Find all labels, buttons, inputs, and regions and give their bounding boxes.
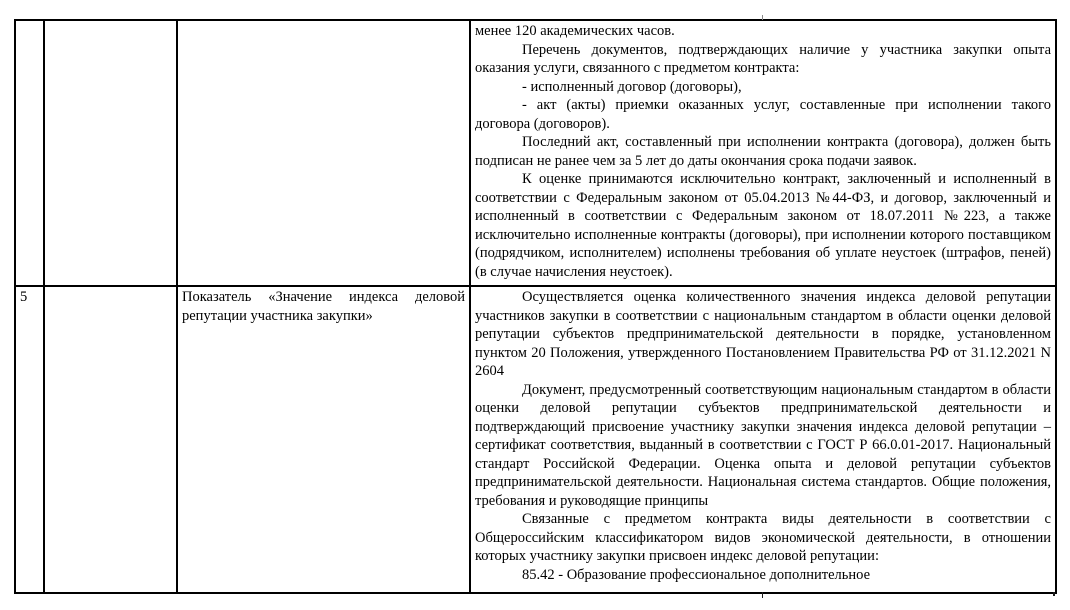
table-row-5 [15,286,1056,593]
criterion-name-cell [177,20,470,286]
criteria-table [14,19,1057,594]
description-paragraph: - исполненный договор (договоры), [522,78,742,95]
criterion-name-text: Показатель «Значение индекса деловой репутации участника закупки» [182,289,465,324]
criterion-description-cell [470,20,1056,286]
criterion-description-cell [470,286,1056,593]
row-number-cell: 5 [15,286,44,593]
table-row-continuation [15,20,1056,286]
description-paragraph: менее 120 академических часов. [475,23,675,39]
description-paragraph: Документ, предусмотренный соответствующим национальным стандартом в области оценки деловой репутации субъектов предпринимательской деятельности и подтверждающий присвоение участнику закупки значения индекса деловой репутации – сертификат соответствия, выданный в соответствии с ГОСТ Р 66.0.01-2017. Национальный стандарт Российской Федерации. Оценка опыта и деловой репутации субъектов предпринимательской деятельности. Национальная система стандартов. Общие положения, требования и руководящие принципы [475,381,1051,509]
description-paragraph: Связанные с предметом контракта виды деятельности в соответствии с Общероссийским классификатором видов экономической деятельности, в отношении которых участнику закупки присвоен индекс деловой репутации: [475,511,1051,564]
description-paragraph: 85.42 - Образование профессиональное дополнительное [522,566,870,583]
table-right-border-stub [1053,592,1055,596]
criterion-group-cell [44,20,177,286]
description-paragraph: К оценке принимаются исключительно контракт, заключенный и исполненный в соответствии с Федеральным законом от 05.04.2013 №44-ФЗ, и договор, заключенный и исполненный в соответствии с Федеральным законом от 18.07.2011 №223, а также исключительно исполненные контракты (договоры), при исполнении которого поставщиком (подрядчиком, исполнителем) исполнены требования об уплате неустоек (штрафов, пеней) (в случае начисления неустоек). [475,171,1051,280]
row-number-cell [15,20,44,286]
description-paragraph: - акт (акты) приемки оказанных услуг, составленные при исполнении такого договора (договоров). [475,97,1051,132]
description-paragraph: Последний акт, составленный при исполнении контракта (договора), должен быть подписан не ранее чем за 5 лет до даты окончания срока подачи заявок. [475,134,1051,169]
cutoff-row-border-stub-bottom [762,592,763,598]
description-paragraph: Осуществляется оценка количественного значения индекса деловой репутации участников закупки в соответствии с национальным стандартом в области оценки деловой репутации субъектов предпринимательской деятельности в порядке, установленном пунктом 20 Положения, утвержденного Постановлением Правительства РФ от 31.12.2021 N 2604 [475,289,1051,379]
cutoff-row-border-stub-top [762,15,763,20]
criterion-group-cell [44,286,177,593]
description-paragraph: Перечень документов, подтверждающих наличие у участника закупки опыта оказания услуги, связанного с предметом контракта: [475,41,1051,76]
criterion-name-cell [177,286,470,593]
